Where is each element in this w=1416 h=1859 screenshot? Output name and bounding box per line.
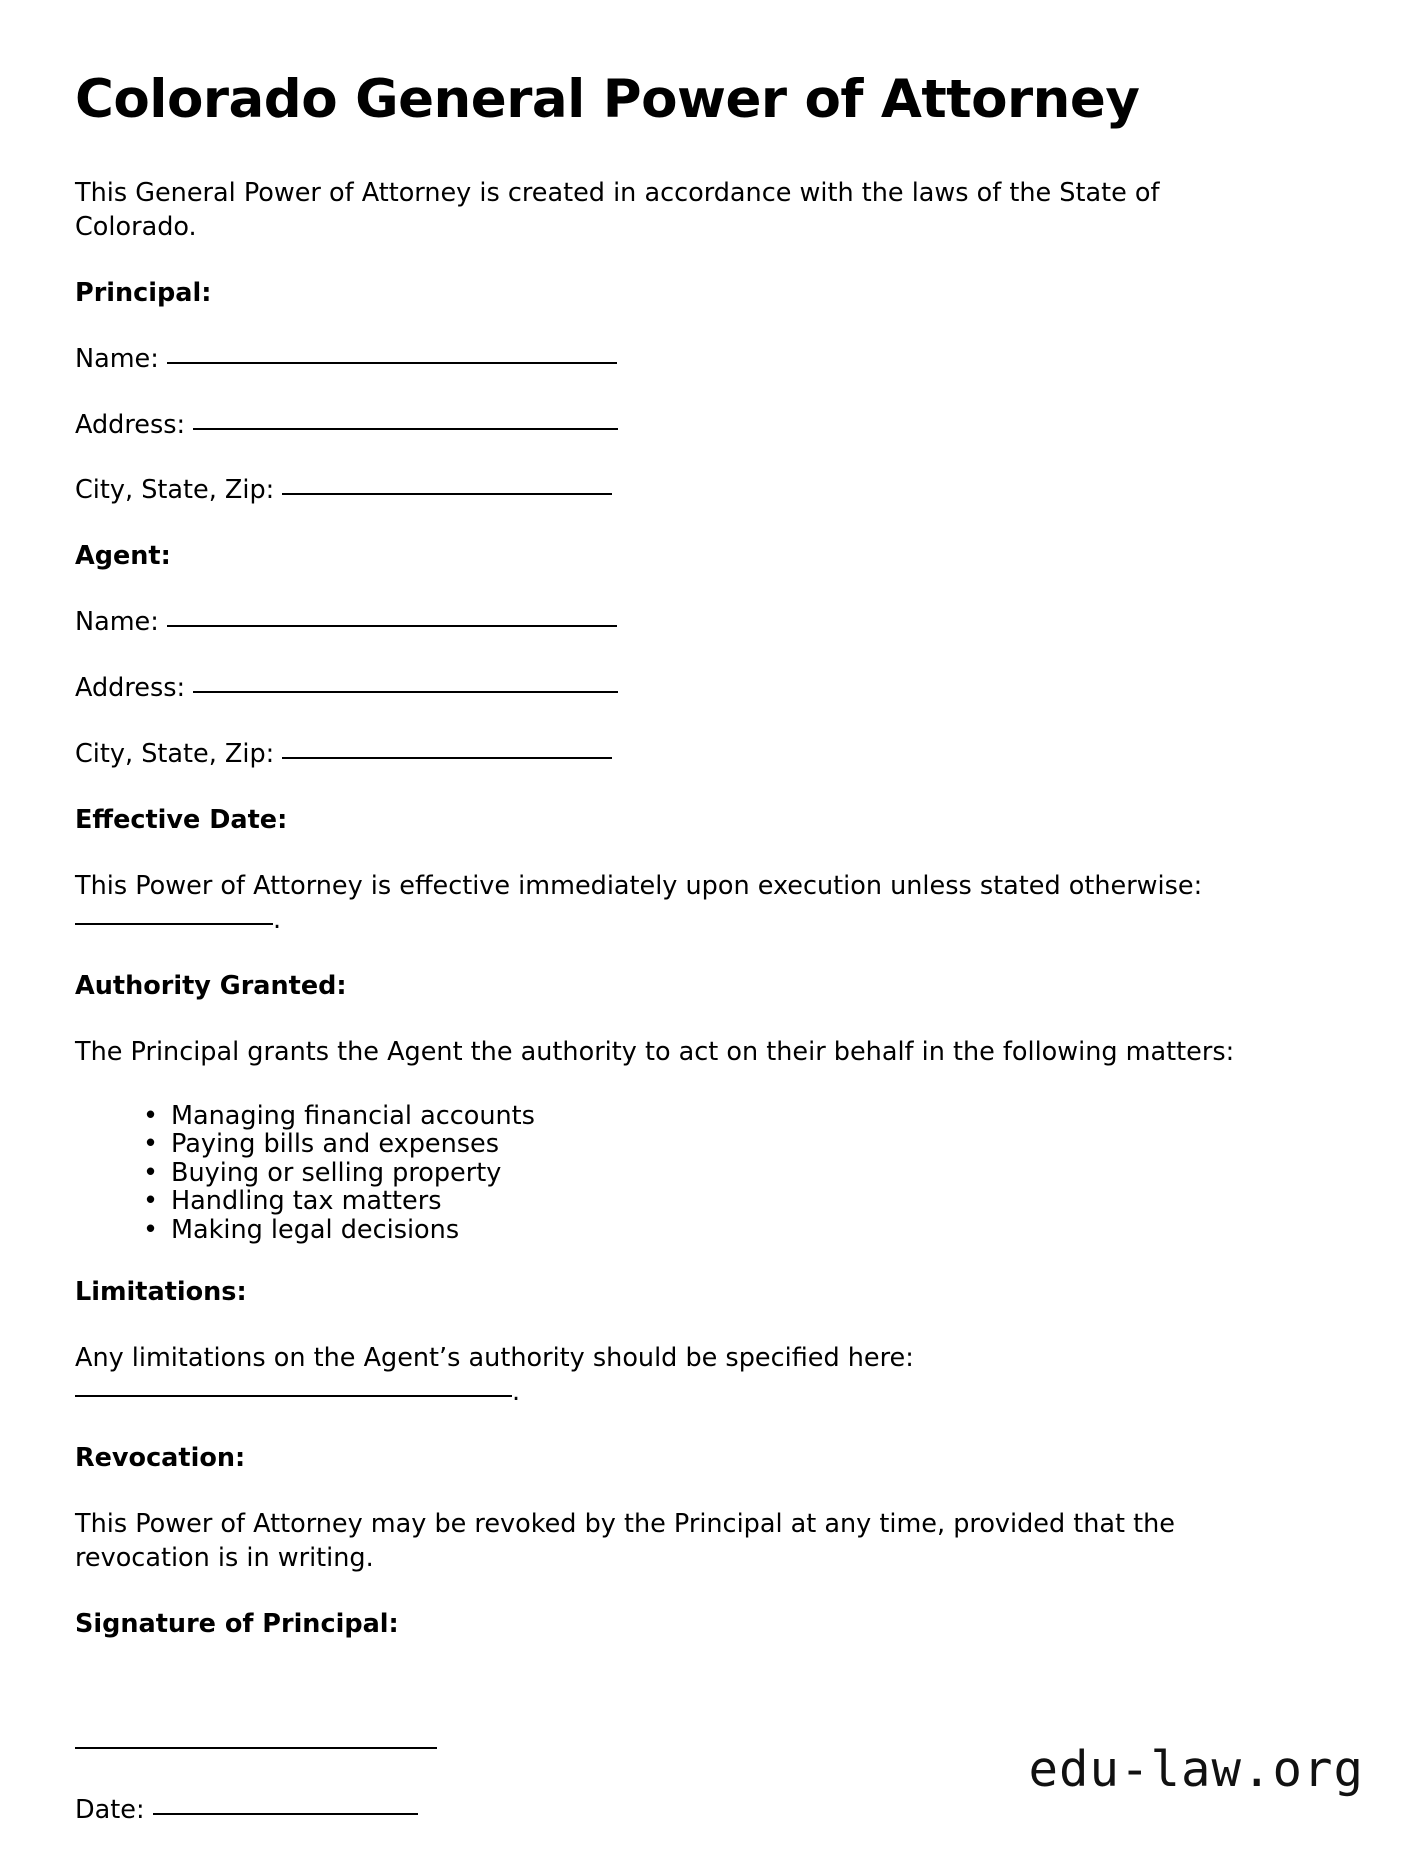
watermark: edu-law.org — [1028, 1741, 1364, 1798]
agent-address-label: Address: — [75, 673, 186, 704]
effective-date-period: . — [273, 904, 282, 935]
list-item: • Making legal decisions — [143, 1216, 1320, 1245]
authority-granted-heading: Authority Granted: — [75, 970, 347, 1001]
principal-city-state-zip-blank[interactable] — [282, 493, 612, 495]
list-item: • Buying or selling property — [143, 1159, 1320, 1188]
limitations-blank[interactable] — [75, 1395, 512, 1397]
principal-address-label: Address: — [75, 409, 186, 440]
principal-name-label: Name: — [75, 343, 159, 374]
list-item: • Managing financial accounts — [143, 1102, 1320, 1131]
revocation-paragraph: This Power of Attorney may be revoked by the Principal at any time, provided that the revocation is in writing. — [75, 1508, 1175, 1573]
limitations-heading: Limitations: — [75, 1277, 247, 1308]
signature-spacer — [75, 1674, 1320, 1728]
agent-name-blank[interactable] — [167, 625, 617, 627]
principal-name-blank[interactable] — [167, 362, 617, 364]
limitations-paragraph — [75, 1342, 1255, 1410]
signature-date-blank[interactable] — [153, 1813, 418, 1815]
signature-date-field — [75, 1794, 1320, 1828]
signature-date-label: Date: — [75, 1794, 145, 1825]
principal-city-state-zip-field — [75, 474, 1320, 508]
list-item: • Paying bills and expenses — [143, 1130, 1320, 1159]
effective-date-blank[interactable] — [75, 923, 273, 925]
limitations-text: Any limitations on the Agent’s authority should be specified here: — [75, 1343, 914, 1374]
agent-address-blank[interactable] — [193, 691, 618, 693]
agent-name-label: Name: — [75, 607, 159, 638]
signature-heading: Signature of Principal: — [75, 1608, 399, 1639]
effective-date-text: This Power of Attorney is effective immediately upon execution unless stated otherwise: — [75, 870, 1203, 901]
principal-name-field — [75, 343, 1320, 377]
agent-address-field — [75, 672, 1320, 706]
revocation-heading: Revocation: — [75, 1442, 246, 1473]
signature-blank[interactable] — [75, 1747, 437, 1749]
agent-city-state-zip-label: City, State, Zip: — [75, 739, 275, 770]
authority-granted-intro: The Principal grants the Agent the authority to act on their behalf in the following matters: — [75, 1036, 1235, 1067]
effective-date-paragraph — [75, 870, 1255, 938]
principal-address-field — [75, 409, 1320, 443]
page-title: Colorado General Power of Attorney — [75, 69, 1140, 130]
effective-date-heading: Effective Date: — [75, 805, 288, 835]
principal-address-blank[interactable] — [193, 428, 618, 430]
list-item: • Handling tax matters — [143, 1187, 1320, 1216]
agent-city-state-zip-blank[interactable] — [282, 757, 612, 759]
limitations-period: . — [512, 1377, 521, 1408]
intro-paragraph: This General Power of Attorney is created in accordance with the laws of the State of Colorado. — [75, 177, 1160, 242]
authority-granted-list — [75, 1102, 1320, 1245]
agent-city-state-zip-field — [75, 738, 1320, 772]
document-body — [75, 70, 1320, 1859]
agent-name-field — [75, 606, 1320, 640]
principal-city-state-zip-label: City, State, Zip: — [75, 475, 275, 506]
principal-heading: Principal: — [75, 277, 212, 308]
agent-heading: Agent: — [75, 541, 171, 572]
